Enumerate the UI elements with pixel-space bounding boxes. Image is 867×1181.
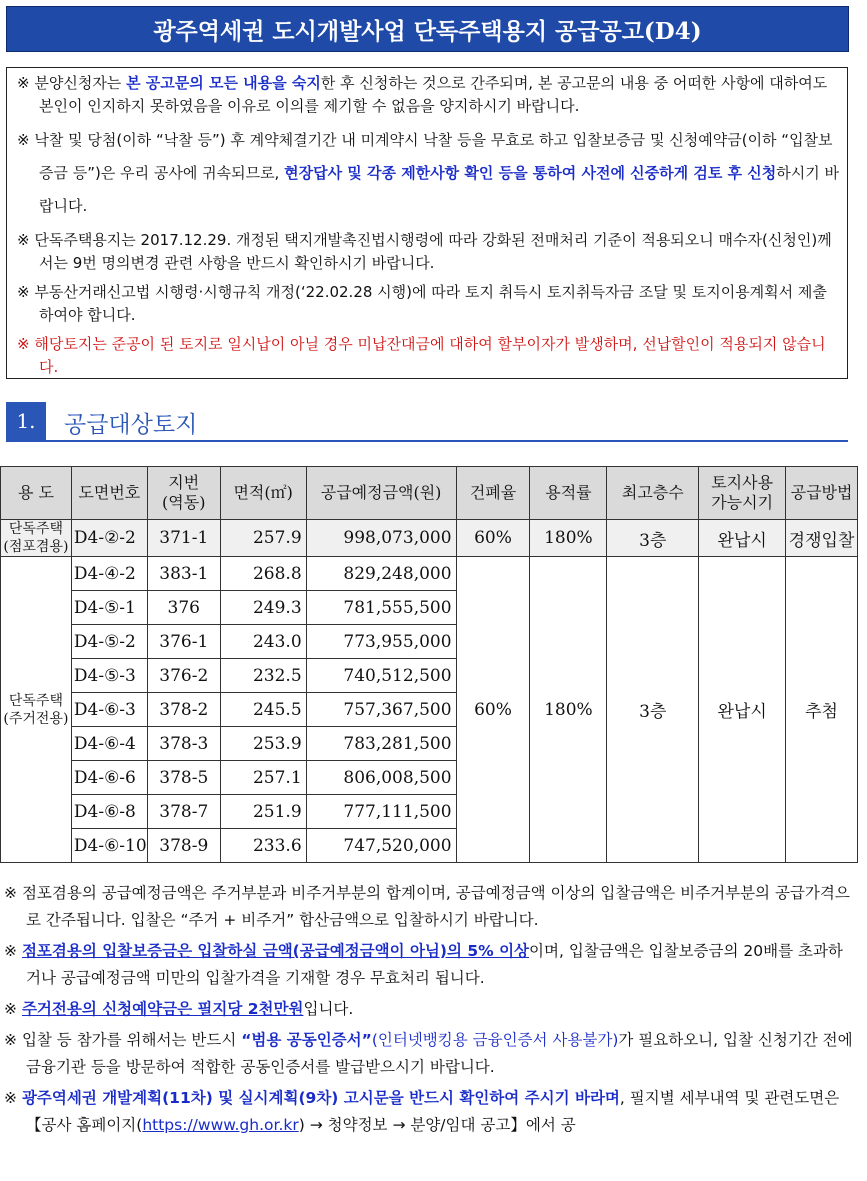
table-row: D4-⑤-3 376-2 232.5 740,512,500 [1, 659, 858, 693]
table-row: D4-⑥-8 378-7 251.9 777,111,500 [1, 795, 858, 829]
homepage-link[interactable]: https://www.gh.or.kr [142, 1116, 299, 1134]
col-drawing: 도면번호 [71, 467, 147, 520]
table-row: 단독주택 (점포겸용) D4-②-2 371-1 257.9 998,073,000 60% 180% 3층 완납시 경쟁입찰 [1, 520, 858, 557]
footer-item: ※ 점포겸용의 공급예정금액은 주거부분과 비주거부분의 합계이며, 공급예정금액 이상의 입찰금액은 비주거부분의 공급가격으로 간주됩니다. 입찰은 “주거 + 비주거” 합산금액으로 입찰하시기 바랍니다. [4, 884, 850, 929]
table-header-row [1, 467, 858, 520]
col-price: 공급예정금액(원) [306, 467, 456, 520]
notice-item: ※ 단독주택용지는 2017.12.29. 개정된 택지개발촉진법시행령에 따라 강화된 전매처리 기준이 적용되오니 매수자(신청인)께서는 9번 명의변경 관련 사항을 반드시 확인하시기 바랍니다. [17, 231, 832, 272]
footer-item: ※ 입찰 등 참가를 위해서는 반드시 “범용 공동인증서”(인터넷뱅킹용 금융인증서 사용불가)가 필요하오니, 입찰 신청기간 전에 금융기관 등을 방문하여 적합한 공동인증서를 발급받으시기 바랍니다. [4, 1031, 853, 1076]
table-row: D4-⑤-2 376-1 243.0 773,955,000 [1, 625, 858, 659]
table-row: D4-⑥-6 378-5 257.1 806,008,500 [1, 761, 858, 795]
notice-box [6, 67, 848, 379]
col-lot: 지번 (역동) [147, 467, 220, 520]
table-row: D4-⑥-3 378-2 245.5 757,367,500 [1, 693, 858, 727]
col-method: 공급방법 [786, 467, 858, 520]
col-bcr: 건폐율 [456, 467, 530, 520]
section-title: 공급대상토지 [64, 412, 198, 438]
col-use: 용 도 [1, 467, 72, 520]
notice-item: ※ 해당토지는 준공이 된 토지로 일시납이 아닐 경우 미납잔대금에 대하여 할부이자가 발생하며, 선납할인이 적용되지 않습니다. [17, 335, 826, 376]
footer-item: ※ 점포겸용의 입찰보증금은 입찰하실 금액(공급예정금액이 아님)의 5% 이상이며, 입찰금액은 입찰보증금의 20배를 초과하거나 공급예정금액 미만의 입찰가격을 기재할 경우 무효처리 됩니다. [4, 942, 843, 987]
col-when: 토지사용 가능시기 [699, 467, 786, 520]
page-title: 광주역세권 도시개발사업 단독주택용지 공급공고(D4) [6, 6, 849, 52]
col-floors: 최고층수 [607, 467, 699, 520]
table-row: D4-⑥-4 378-3 253.9 783,281,500 [1, 727, 858, 761]
notice-item: ※ 낙찰 및 당첨(이하 “낙찰 등”) 후 계약체결기간 내 미계약시 낙찰 등을 무효로 하고 입찰보증금 및 신청예약금(이하 “입찰보증금 등”)은 우리 공사에 귀속되므로, 현장답사 및 각종 제한사항 확인 등을 통하여 사전에 신중하게 검토 후 신청하시기 바랍니다. [17, 131, 839, 215]
footer-item: ※ 광주역세권 개발계획(11차) 및 실시계획(9차) 고시문을 반드시 확인하여 주시기 바라며, 필지별 세부내역 및 관련도면은 【공사 홈페이지(https://www.gh.or.kr) → 청약정보 → 분양/임대 공고】에서 공 [4, 1089, 840, 1134]
footer-item: ※ 주거전용의 신청예약금은 필지당 2천만원입니다. [4, 1000, 354, 1018]
table-row: 단독주택 (주거전용) D4-④-2 383-1 268.8 829,248,000 60% 180% 3층 완납시 추첨 [1, 557, 858, 591]
col-area: 면적(㎡) [220, 467, 306, 520]
col-far: 용적률 [530, 467, 607, 520]
footer-notes [4, 880, 854, 1143]
land-table [0, 466, 858, 863]
table-row: D4-⑥-10 378-9 233.6 747,520,000 [1, 829, 858, 863]
notice-item: ※ 부동산거래신고법 시행령·시행규칙 개정(‘22.02.28 시행)에 따라 토지 취득시 토지취득자금 조달 및 토지이용계획서 제출하여야 합니다. [17, 283, 827, 324]
notice-item: ※ 분양신청자는 본 공고문의 모든 내용을 숙지한 후 신청하는 것으로 간주되며, 본 공고문의 내용 중 어떠한 사항에 대하여도 본인이 인지하지 못하였음을 이유로 이의를 제기할 수 없음을 양지하시기 바랍니다. [17, 74, 828, 115]
section-number: 1. [6, 402, 46, 440]
section-header [6, 402, 848, 442]
table-row: D4-⑤-1 376 249.3 781,555,500 [1, 591, 858, 625]
